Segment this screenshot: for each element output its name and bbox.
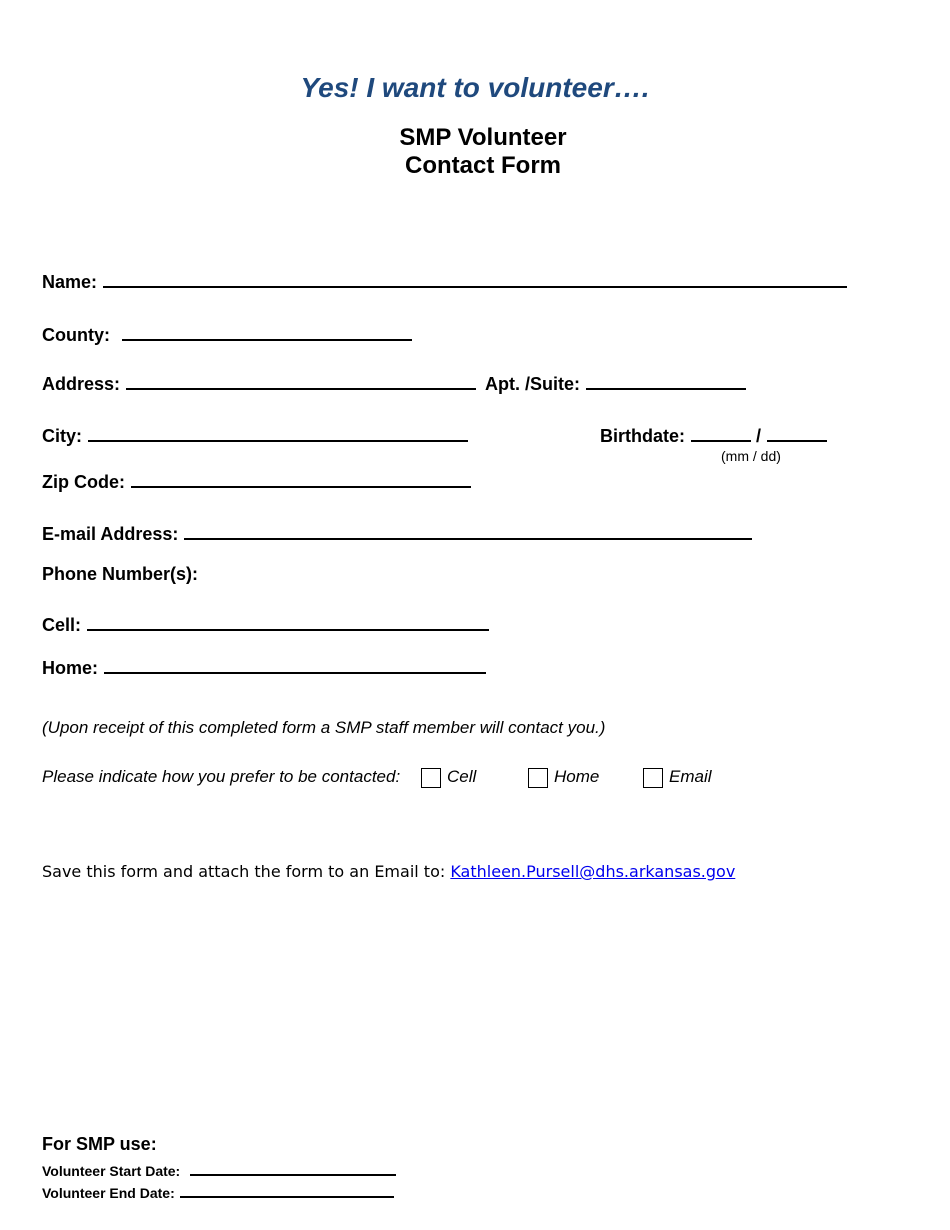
cell-input-line[interactable]: [87, 611, 489, 631]
submit-instruction: Save this form and attach the form to an Email to:: [42, 862, 446, 881]
zip-code-label: Zip Code:: [42, 472, 125, 492]
contact-home-checkbox[interactable]: [528, 768, 548, 788]
address-input-line[interactable]: [126, 370, 476, 390]
start-date-label: Volunteer Start Date:: [42, 1163, 181, 1179]
birthdate-hint: (mm / dd): [721, 448, 781, 464]
address-row: [42, 370, 476, 395]
address-label: Address:: [42, 374, 121, 394]
end-date-input-line[interactable]: [180, 1182, 394, 1198]
phone-numbers-heading: Phone Number(s):: [42, 564, 199, 584]
start-date-row: [42, 1160, 396, 1179]
zip-code-input-line[interactable]: [131, 468, 471, 488]
submit-email-link[interactable]: Kathleen.Pursell@dhs.arkansas.gov: [450, 862, 736, 881]
email-label: E-mail Address:: [42, 524, 179, 544]
contact-email-checkbox[interactable]: [643, 768, 663, 788]
county-row: [42, 321, 412, 346]
city-label: City:: [42, 426, 82, 446]
email-row: [42, 520, 752, 545]
county-input-line[interactable]: [122, 321, 412, 341]
start-date-input-line[interactable]: [190, 1160, 396, 1176]
contact-cell-checkbox[interactable]: [421, 768, 441, 788]
birthdate-day-line[interactable]: [767, 422, 827, 442]
contact-email-label: Email: [669, 767, 712, 786]
headline: Yes! I want to volunteer….: [300, 72, 650, 103]
birthdate-month-line[interactable]: [691, 422, 751, 442]
end-date-row: [42, 1182, 394, 1201]
birthdate-label: Birthdate:: [600, 426, 685, 446]
birthdate-row: [600, 422, 827, 447]
apt-suite-input-line[interactable]: [586, 370, 746, 390]
contact-pref-prompt: Please indicate how you prefer to be contacted:: [42, 767, 401, 786]
city-input-line[interactable]: [88, 422, 468, 442]
email-input-line[interactable]: [184, 520, 752, 540]
office-use-title: For SMP use:: [42, 1134, 157, 1154]
receipt-note: (Upon receipt of this completed form a SMP staff member will contact you.): [42, 718, 606, 737]
county-label: County:: [42, 325, 110, 345]
home-row: [42, 654, 486, 679]
form-title-line2: Contact Form: [405, 152, 561, 179]
name-label: Name:: [42, 272, 98, 292]
apt-suite-row: [485, 370, 746, 395]
cell-label: Cell:: [42, 615, 82, 635]
city-row: [42, 422, 468, 447]
zip-code-row: [42, 468, 471, 493]
contact-home-label: Home: [554, 767, 600, 786]
cell-row: [42, 611, 489, 636]
form-title-line1: SMP Volunteer: [399, 124, 567, 151]
submit-instruction-row: [42, 862, 735, 881]
name-input-line[interactable]: [103, 268, 847, 288]
birthdate-separator: /: [756, 426, 762, 446]
home-label: Home:: [42, 658, 99, 678]
name-row: [42, 268, 847, 293]
end-date-label: Volunteer End Date:: [42, 1185, 175, 1201]
apt-suite-label: Apt. /Suite:: [485, 374, 580, 394]
contact-cell-label: Cell: [447, 767, 477, 786]
home-input-line[interactable]: [104, 654, 486, 674]
